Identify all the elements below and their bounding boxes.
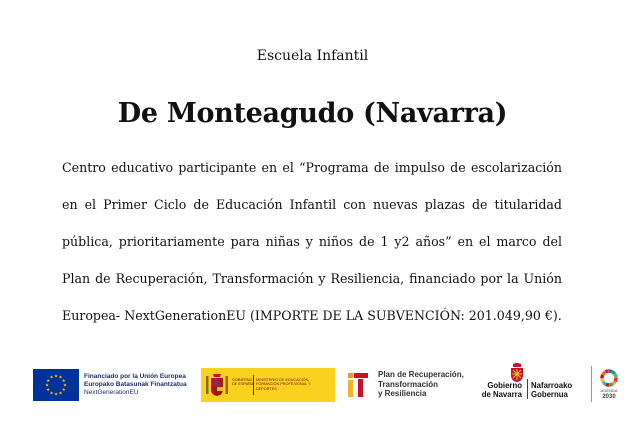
svg-text:★: ★: [61, 388, 66, 393]
navarra-eu-line1: Nafarroako: [531, 381, 573, 390]
navarra-es-line2: de Navarra: [481, 390, 522, 399]
page-subtitle: Escuela Infantil: [256, 48, 369, 64]
prtr-line3: y Resiliencia: [378, 389, 427, 398]
eu-flag-icon: [33, 369, 79, 401]
svg-text:★: ★: [61, 379, 66, 384]
prtr-line1: Plan de Recuperación,: [378, 370, 464, 379]
navarra-divider: [527, 379, 528, 399]
navarra-eu-line2: Gobernua: [531, 390, 568, 399]
body-paragraph: Centro educativo participante en el “Programa de impulso de escolarización en el Primer Ciclo de Educación Infantil con nuevas plazas de titularidad pública, prioritariamente para niñas y niños de 1 y2 años” en el marco del Plan de Recuperación, Transformación y Resiliencia, financiado por la Unión Europea- NextGenerationEU (IMPORTE DE LA SUBVENCIÓN: 201.049,90 €).: [62, 160, 562, 323]
svg-text:★: ★: [49, 391, 54, 397]
agenda-label: AGENDA: [600, 388, 618, 393]
eu-line-nextgen: NextGenerationEU: [84, 389, 139, 396]
svg-text:★: ★: [53, 374, 59, 380]
sdg-wheel-icon: [599, 368, 619, 388]
logo-footer: [0, 360, 625, 420]
spain-gob-line1: GOBIERNO: [232, 378, 253, 382]
agenda-2030-text: [596, 389, 622, 400]
svg-text:★: ★: [46, 379, 51, 384]
spain-coat-of-arms-icon: [205, 372, 229, 398]
navarra-government-eus: [531, 381, 572, 399]
navarra-government-es: [474, 381, 522, 399]
svg-text:★: ★: [44, 383, 50, 389]
agenda-year: 2030: [602, 393, 616, 400]
svg-text:★: ★: [53, 392, 59, 398]
svg-text:★: ★: [62, 383, 68, 389]
svg-text:★: ★: [58, 375, 63, 381]
svg-text:★: ★: [46, 388, 51, 393]
recovery-plan-logo-icon: [345, 370, 375, 400]
eu-line-eus: Europako Batasunak Finantzatua: [84, 381, 187, 388]
page-title: De Monteagudo (Navarra): [117, 98, 508, 129]
spain-ministry-text: MINISTERIO DE EDUCACIÓN, FORMACIÓN PROFESIONAL Y DEPORTES: [256, 378, 311, 391]
eu-line-es: Financiado por la Unión Europea: [84, 373, 186, 380]
svg-text:★: ★: [58, 391, 63, 397]
svg-text:★: ★: [49, 375, 54, 381]
agenda-divider: [591, 366, 592, 402]
navarra-es-line1: Gobierno: [487, 381, 522, 390]
spain-divider: [253, 375, 254, 395]
navarra-shield-icon: [510, 363, 524, 383]
spain-government-text: [232, 378, 253, 387]
prtr-line2: Transformación: [378, 379, 439, 389]
eu-funding-text: [84, 373, 187, 397]
recovery-plan-text: [378, 370, 464, 399]
spain-gob-line2: DE ESPAÑA: [232, 382, 254, 387]
spain-ministry-logo: [201, 368, 335, 402]
